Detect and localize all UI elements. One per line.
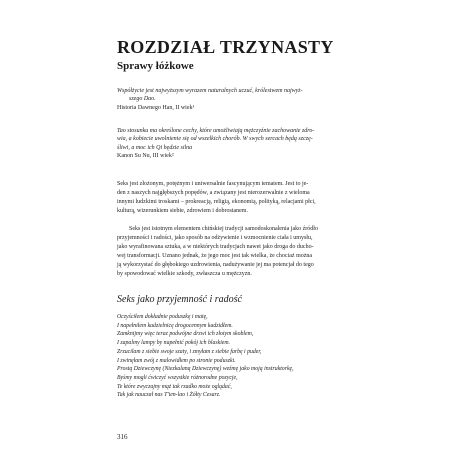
paragraph-line: Seks jest istotnym elementem chińskiej tradycji samodoskonalenia jako źródło — [129, 226, 318, 232]
poem-line: Zrzucilam z siebie swoje szaty, i zmyłam z siebie farbę i puder, — [117, 348, 262, 355]
paragraph-line: wej transformacji. Uznano jednak, że jego moc jest tak wielka, że chociaż można — [117, 253, 313, 259]
poem-line: Te które zwyczajny mąż tak rzadko może oglądać, — [117, 383, 232, 390]
paragraph-line: den z naszych najgłębszych popędów, a związany jest nierozerwalnie z wieloma — [117, 190, 310, 196]
paragraph-line: ją wykorzystać do głębokiego uzdrowienia, nadużywanie jej ma potencjał do tego — [117, 262, 314, 268]
epigraph-quote-line: wia, a kobiecie uwolnienie się od wszelkich chorób. W swych sercach będą szczę- — [117, 136, 313, 143]
paragraph-line: by spowodować wielkie szkody, zwłaszcza u mężczyzn. — [117, 271, 252, 277]
paragraph-line: Seks jest złożonym, potężnym i uniwersalnie fascynującym tematem. Jest to je- — [117, 181, 309, 187]
epigraph-quote-line: szego Dao. — [129, 96, 156, 103]
body-paragraph — [117, 180, 361, 216]
poem-line: Zamknijmy więc teraz podwójne drzwi ich złotym skoblem, — [117, 331, 254, 338]
paragraph-line: kulturą, wizerunkiem siebie, zdrowiem i dobrostanem. — [117, 208, 248, 214]
poem-line: I zapalmy lampy by napełnić pokój ich blaskiem. — [117, 340, 231, 347]
chapter-subtitle: Sprawy łóżkowe — [117, 60, 194, 72]
body-paragraph — [117, 225, 361, 279]
epigraph-source: Kanon Su Nu, III wiek² — [117, 153, 174, 160]
page-number: 316 — [117, 433, 128, 441]
paragraph-line: jako wyrafinowana sztuka, a w niektórych tradycjach nawet jako droga do ducho- — [117, 244, 314, 250]
epigraph — [117, 127, 353, 161]
epigraph-quote-line: Współżycie jest najwyższym wyrazem naturalnych uczuć, królestwem najwyż- — [117, 88, 303, 94]
poem-line: Oczyściłem dokładnie poduszkę i matę, — [117, 314, 208, 320]
poem-line: I napełniłem kadzielnicę drogocennym kadzidłem. — [117, 322, 233, 329]
epigraph-quote-line: śliwi, a moc ich Qi będzie silna — [117, 144, 193, 151]
section-heading: Seks jako przyjemność i radość — [117, 294, 242, 305]
epigraph-quote-line: Tao stosunku ma określone cechy, które umożliwiają mężczyźnie zachowanie zdro- — [117, 128, 315, 134]
chapter-title: ROZDZIAŁ TRZYNASTY — [117, 37, 334, 57]
poem-line: Byśmy mogli ćwiczyć wszystkie różnorodne pozycje, — [117, 374, 238, 381]
poem — [117, 313, 294, 400]
paragraph-line: przyjemności i radości, jako sposób na odżywienie i wzmocnienie ciała i umysłu, — [117, 235, 313, 241]
epigraph-source: Historia Dawnego Han, II wiek¹ — [117, 104, 195, 111]
poem-line: Prostą Dziewczynę (Niezkalaną Dziewczynę) weźmę jako moją instruktorkę, — [117, 366, 294, 373]
paragraph-line: innymi ludzkimi troskami – prokreacją, religią, ekonomią, polityką, relacjami płci, — [117, 199, 316, 205]
epigraph — [117, 87, 353, 112]
poem-line: Tak jak nauczał nas T'ien-lao i Żółty Cesarz. — [117, 392, 221, 399]
poem-line: I zwinęłam zwój z malowidłem po stronie poduszki. — [117, 357, 236, 364]
